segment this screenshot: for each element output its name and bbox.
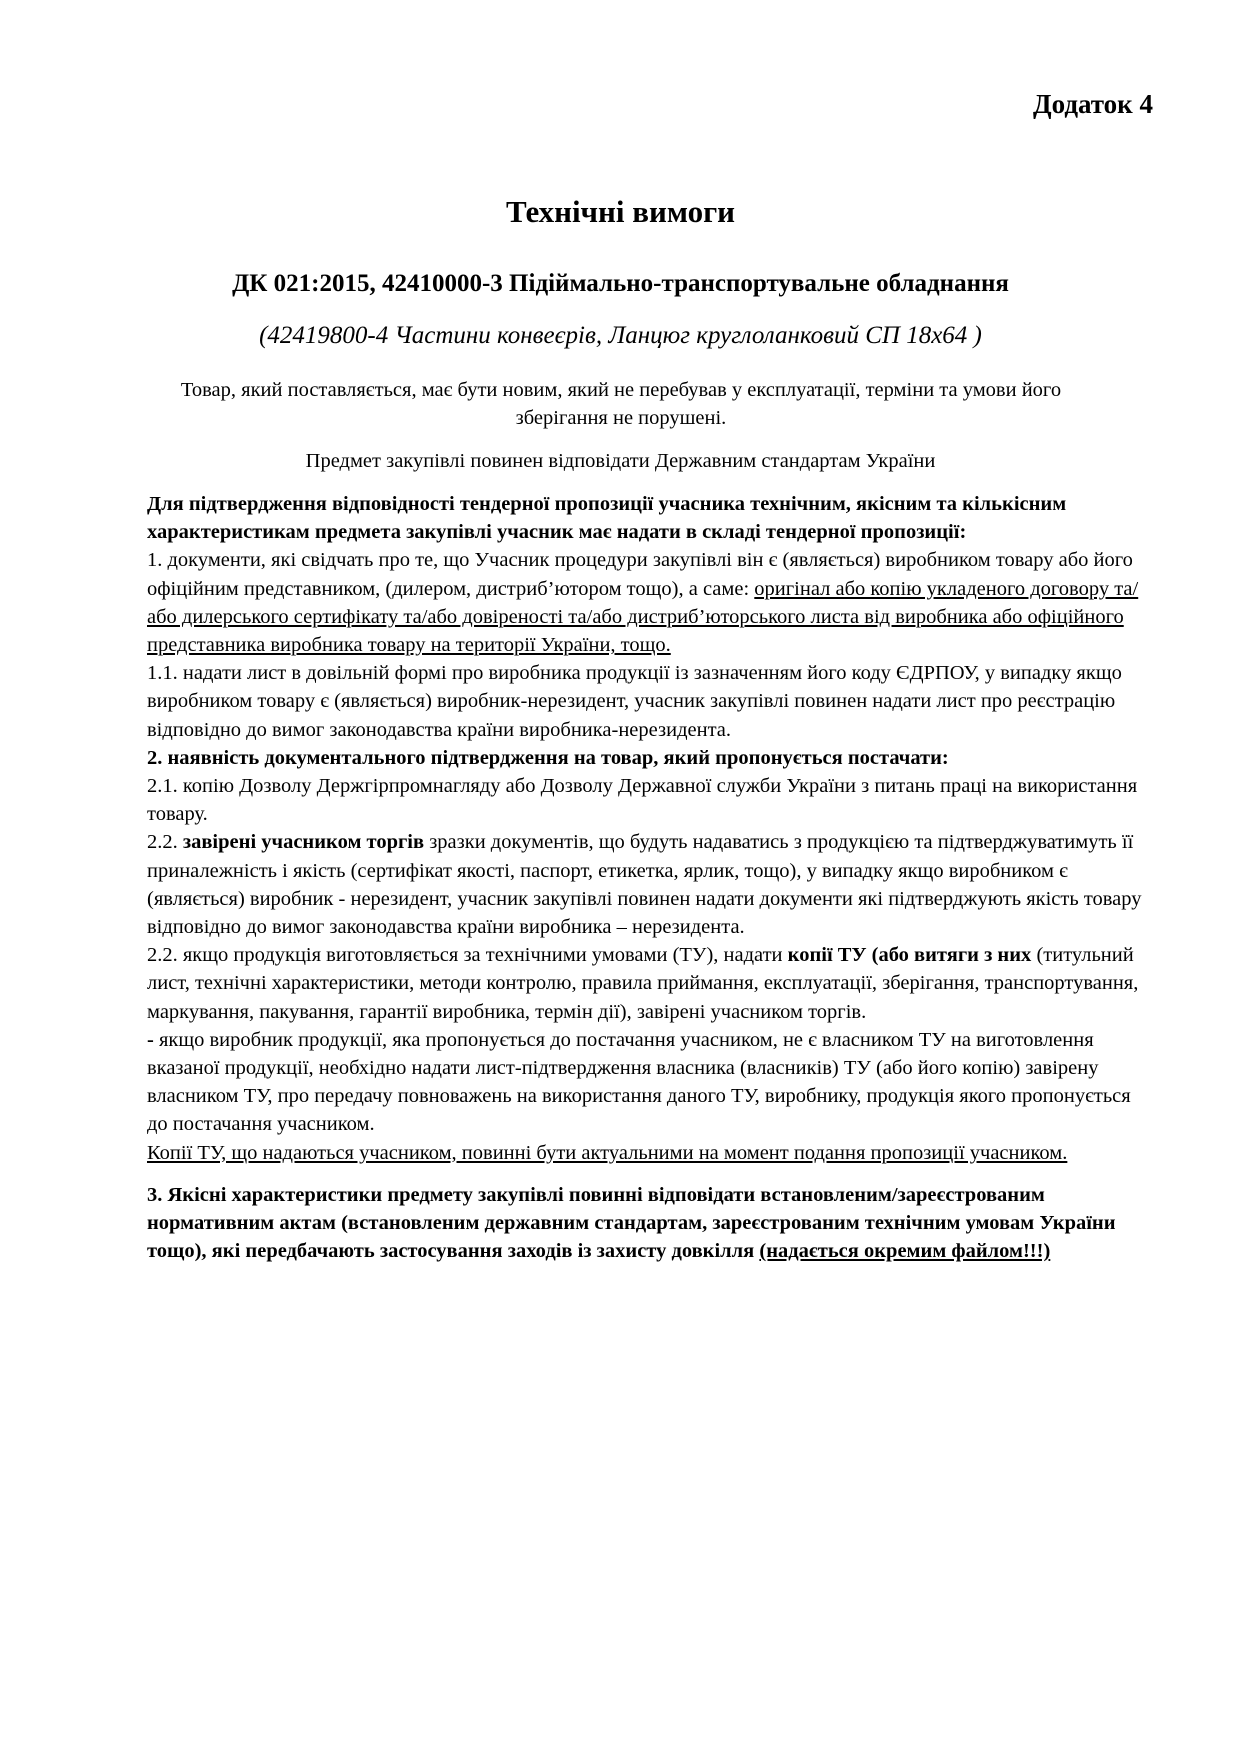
appendix-label: Додаток 4	[1033, 89, 1153, 119]
requirements-heading: Для підтвердження відповідності тендерної пропозиції учасника технічним, якісним та кількісним характеристикам предмета закупівлі учасник має надати в складі тендерної пропозиції:	[147, 493, 1067, 544]
requirement-item-2-2b-rest: (титульний лист, технічні характеристики, методи контролю, правила приймання, експлуатації, зберігання, транспортування, маркування, пакування, гарантії виробника, термін дії), завірені учасником торгів.	[147, 944, 1139, 1023]
intro-paragraph: Товар, який поставляється, має бути новим, який не перебував у експлуатації, терміни та умови його зберігання не порушені.	[180, 379, 1062, 429]
requirement-item-2-2	[147, 828, 1147, 941]
requirement-item-2-1: 2.1. копію Дозволу Держгірпромнагляду або Дозволу Державної служби України з питань праці на використання товару.	[147, 775, 1138, 826]
item-subcode: (42419800-4 Частини конвеєрів, Ланцюг круглоланковий СП 18х64 )	[259, 322, 982, 349]
requirement-dash-text: якщо виробник продукції, яка пропонується до постачання учасником, не є власником ТУ на виготовлення вказаної продукції, необхідно надати лист-підтвердження власника (власників) ТУ (або його копію) завірену власником ТУ, про передачу повноважень на використання даного ТУ, виробнику, продукція якого пропонується до постачання учасником.	[147, 1028, 1131, 1136]
requirement-item-1-underlined: оригінал або копію укладеного договору та/або дилерського сертифікату та/або довіреності та/або дистриб’юторського листа від виробника або офіційного представника виробника товару на території України, тощо.	[147, 577, 1139, 657]
requirement-item-1	[147, 546, 1147, 659]
requirement-dash-note	[147, 1026, 1147, 1139]
requirement-item-2-2-bold: завірені учасником торгів	[182, 831, 425, 854]
tu-actuality-note: Копії ТУ, що надаються учасником, повинні бути актуальними на момент подання пропозиції учасником.	[147, 1141, 1068, 1164]
requirements-section	[147, 490, 1147, 1265]
requirement-item-3	[147, 1181, 1147, 1266]
requirement-item-2-2b-bold: копії ТУ (або витяги з них	[787, 944, 1032, 967]
document-title: Технічні вимоги	[505, 194, 736, 229]
requirement-item-3-text: 3. Якісні характеристики предмету закупівлі повинні відповідати встановленим/зареєстрованим нормативним актам (встановленим державним стандартам, зареєстрованим технічним умовам України тощо), які передбачають застосування заходів із захисту довкілля	[147, 1183, 1116, 1263]
requirement-item-1-text: 1. документи, які свідчать про те, що Учасник процедури закупівлі він є (являється) виробником товару або його офіційним представником, (дилером, дистриб’ютором тощо), а саме:	[147, 549, 1133, 600]
requirement-item-1-1: 1.1. надати лист в довільній формі про виробника продукції із зазначенням його коду ЄДРПОУ, у випадку якщо виробником товару є (являється) виробник-нерезидент, учасник закупівлі повинен надати лист про реєстрацію відповідно до вимог законодавства країни виробника-нерезидента.	[147, 662, 1122, 741]
requirement-item-2-2-prefix: 2.2.	[147, 831, 183, 854]
requirement-item-2-2b	[147, 941, 1147, 1026]
requirement-dash-mark: -	[147, 1028, 154, 1051]
requirement-item-2-heading: 2. наявність документального підтвердження на товар, який пропонується постачати:	[147, 746, 949, 769]
requirement-item-2-2b-prefix: 2.2. якщо продукція виготовляється за технічними умовами (ТУ), надати	[147, 944, 788, 967]
requirement-item-3-underlined: (надається окремим файлом!!!)	[759, 1240, 1051, 1263]
standard-statement: Предмет закупівлі повинен відповідати Державним стандартам України	[305, 450, 936, 472]
paragraph-gap	[147, 1167, 1147, 1181]
requirement-item-2-2-rest: зразки документів, що будуть надаватись з продукцією та підтверджуватимуть її приналежність і якість (сертифікат якості, паспорт, етикетка, ярлик, тощо), у випадку якщо виробником є (являється) виробник - нерезидент, учасник закупівлі повинен надати документи які підтверджують якість товару відповідно до вимог законодавства країни виробника – нерезидента.	[147, 831, 1142, 939]
classification-code: ДК 021:2015, 42410000-3 Підіймально-транспортувальне обладнання	[232, 270, 1009, 297]
